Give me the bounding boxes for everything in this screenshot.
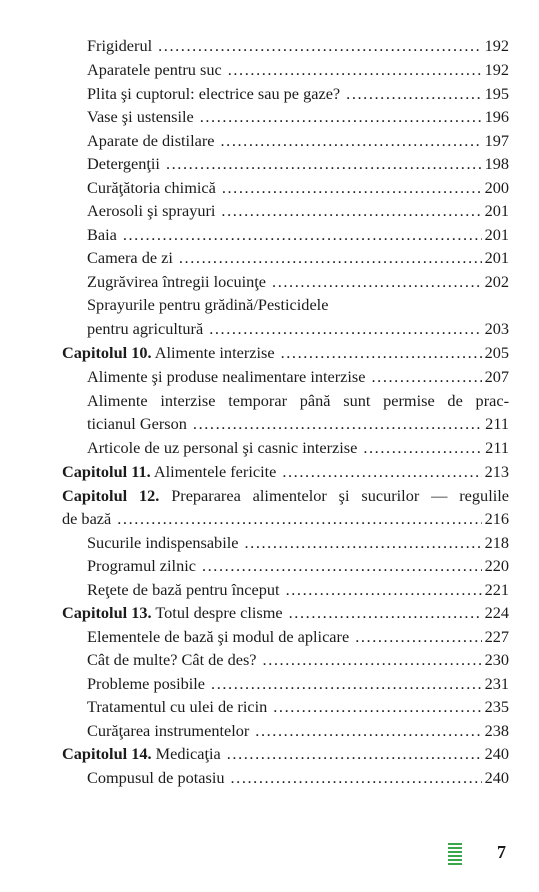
dot-leader: [222, 176, 482, 200]
toc-entry: [87, 58, 509, 82]
dot-leader: [158, 34, 481, 58]
dot-leader: [117, 507, 481, 531]
toc-entry: [87, 176, 509, 200]
toc-entry: [87, 695, 509, 719]
entry-page: 216: [484, 509, 509, 528]
entry-page: 202: [484, 272, 509, 291]
entry-title: Plita şi cuptorul: electrice sau pe gaze?: [87, 84, 341, 103]
toc-entry: [87, 672, 509, 696]
entry-page: 218: [484, 533, 509, 552]
entry-title: Detergenţii: [87, 154, 160, 173]
entry-title: Zugrăvirea întregii locuinţe: [87, 272, 267, 291]
entry-title: Compusul de potasiu: [87, 768, 225, 787]
toc-entry: [87, 648, 509, 672]
entry-page: 197: [484, 131, 509, 150]
dot-leader: [289, 601, 482, 625]
entry-title: de bază: [62, 509, 112, 528]
dot-leader: [220, 129, 481, 153]
chapter-heading: [62, 601, 283, 625]
toc-entry: [87, 531, 509, 555]
toc-entry: [87, 129, 509, 153]
toc-entry: [87, 578, 509, 602]
entry-page: 240: [484, 768, 509, 787]
entry-title: Programul zilnic: [87, 556, 196, 575]
entry-page: 201: [484, 201, 509, 220]
entry-page: 207: [484, 367, 509, 386]
chapter-number: Capitolul 14.: [62, 744, 152, 763]
entry-title: Sprayurile pentru grădină/Pesticidele: [87, 295, 329, 314]
dot-leader: [202, 554, 482, 578]
entry-title: Curăţătoria chimică: [87, 178, 216, 197]
dot-leader: [272, 270, 482, 294]
dot-leader: [228, 58, 482, 82]
dot-leader: [255, 719, 481, 743]
entry-page: 213: [484, 462, 509, 481]
dot-leader: [244, 531, 481, 555]
toc-entry: [87, 365, 509, 389]
chapter-number: Capitolul 12.: [62, 486, 160, 505]
dot-leader: [273, 695, 481, 719]
entry-title: Baia: [87, 225, 117, 244]
dot-leader: [355, 625, 481, 649]
chapter-number: Capitolul 10.: [62, 343, 152, 362]
dot-leader: [123, 223, 482, 247]
dot-leader: [372, 365, 482, 389]
toc-entry: [87, 719, 509, 743]
entry-page: 192: [484, 36, 509, 55]
dot-leader: [179, 246, 482, 270]
entry-page: 220: [484, 556, 509, 575]
toc-entry: [87, 436, 509, 460]
entry-title: Tratamentul cu ulei de ricin: [87, 697, 268, 716]
toc-entry: [87, 152, 509, 176]
entry-title: pentru agricultură: [87, 319, 204, 338]
entry-title: Camera de zi: [87, 248, 173, 267]
chapter-heading: [62, 484, 509, 508]
entry-page: 231: [484, 674, 509, 693]
dot-leader: [282, 460, 481, 484]
toc-entry: [87, 223, 509, 247]
entry-title: Curăţarea instrumentelor: [87, 721, 250, 740]
chapter-heading: [62, 341, 275, 365]
entry-page: 211: [485, 414, 509, 433]
toc-entry: [62, 507, 509, 531]
chapter-title: Alimente interzise: [154, 343, 275, 362]
toc-entry: [87, 34, 509, 58]
dot-leader: [281, 341, 482, 365]
toc-chapter: [62, 341, 509, 365]
entry-title: Aerosoli şi sprayuri: [87, 201, 216, 220]
toc-entry: [87, 554, 509, 578]
toc-entry: [87, 246, 509, 270]
dot-leader: [166, 152, 482, 176]
entry-title: Elementele de bază şi modul de aplicare: [87, 627, 350, 646]
entry-page: 198: [484, 154, 509, 173]
entry-title: Articole de uz personal şi casnic interzise: [87, 438, 358, 457]
entry-page: 201: [484, 248, 509, 267]
chapter-title: Alimentele fericite: [153, 462, 277, 481]
chapter-heading: [62, 742, 221, 766]
entry-title: Vase şi ustensile: [87, 107, 194, 126]
chapter-heading: [62, 460, 276, 484]
entry-page: 221: [484, 580, 509, 599]
dot-leader: [286, 578, 482, 602]
decorative-green-marks: [448, 843, 462, 865]
entry-title: Sucurile indispensabile: [87, 533, 239, 552]
entry-page: 196: [484, 107, 509, 126]
chapter-title: Totul despre clisme: [155, 603, 283, 622]
entry-page: 205: [484, 343, 509, 362]
toc-entry: [87, 105, 509, 129]
dot-leader: [209, 317, 481, 341]
entry-title: Alimente şi produse nealimentare interzise: [87, 367, 366, 386]
dot-leader: [263, 648, 482, 672]
toc-entry: [87, 766, 509, 790]
entry-title: Aparate de distilare: [87, 131, 215, 150]
toc-entry: [87, 412, 509, 436]
entry-title: Frigiderul: [87, 36, 153, 55]
dot-leader: [346, 82, 481, 106]
entry-title: Cât de multe? Cât de des?: [87, 650, 257, 669]
chapter-title: Medicaţia: [155, 744, 221, 763]
entry-page: 201: [484, 225, 509, 244]
toc-entry: [87, 199, 509, 223]
toc-entry: [87, 293, 539, 317]
entry-title: ticianul Gerson: [87, 414, 187, 433]
toc-chapter: [62, 484, 509, 508]
toc-entry: [87, 389, 509, 413]
toc-entry: [87, 625, 509, 649]
entry-page: 211: [485, 438, 509, 457]
entry-page: 195: [484, 84, 509, 103]
entry-page: 240: [484, 744, 509, 763]
toc-chapter: [62, 742, 509, 766]
dot-leader: [211, 672, 482, 696]
chapter-number: Capitolul 11.: [62, 462, 151, 481]
dot-leader: [227, 742, 482, 766]
toc-entry: [87, 317, 509, 341]
toc-entry: [87, 270, 509, 294]
entry-page: 230: [484, 650, 509, 669]
dot-leader: [200, 105, 482, 129]
chapter-number: Capitolul 13.: [62, 603, 152, 622]
entry-page: 203: [484, 319, 509, 338]
entry-page: 235: [484, 697, 509, 716]
dot-leader: [230, 766, 481, 790]
dot-leader: [221, 199, 481, 223]
page-number: 7: [497, 842, 506, 862]
chapter-title: Prepararea alimentelor şi sucurilor — regulile: [171, 486, 509, 505]
dot-leader: [193, 412, 482, 436]
entry-title: Alimente interzise temporar până sunt permise de prac-: [87, 391, 509, 410]
entry-page: 227: [484, 627, 509, 646]
entry-page: 200: [484, 178, 509, 197]
toc-entry: [87, 82, 509, 106]
dot-leader: [363, 436, 482, 460]
entry-page: 192: [484, 60, 509, 79]
entry-page: 224: [484, 603, 509, 622]
entry-title: Reţete de bază pentru început: [87, 580, 280, 599]
entry-title: Aparatele pentru suc: [87, 60, 222, 79]
toc-chapter: [62, 460, 509, 484]
entry-page: 238: [484, 721, 509, 740]
entry-title: Probleme posibile: [87, 674, 206, 693]
toc-chapter: [62, 601, 509, 625]
